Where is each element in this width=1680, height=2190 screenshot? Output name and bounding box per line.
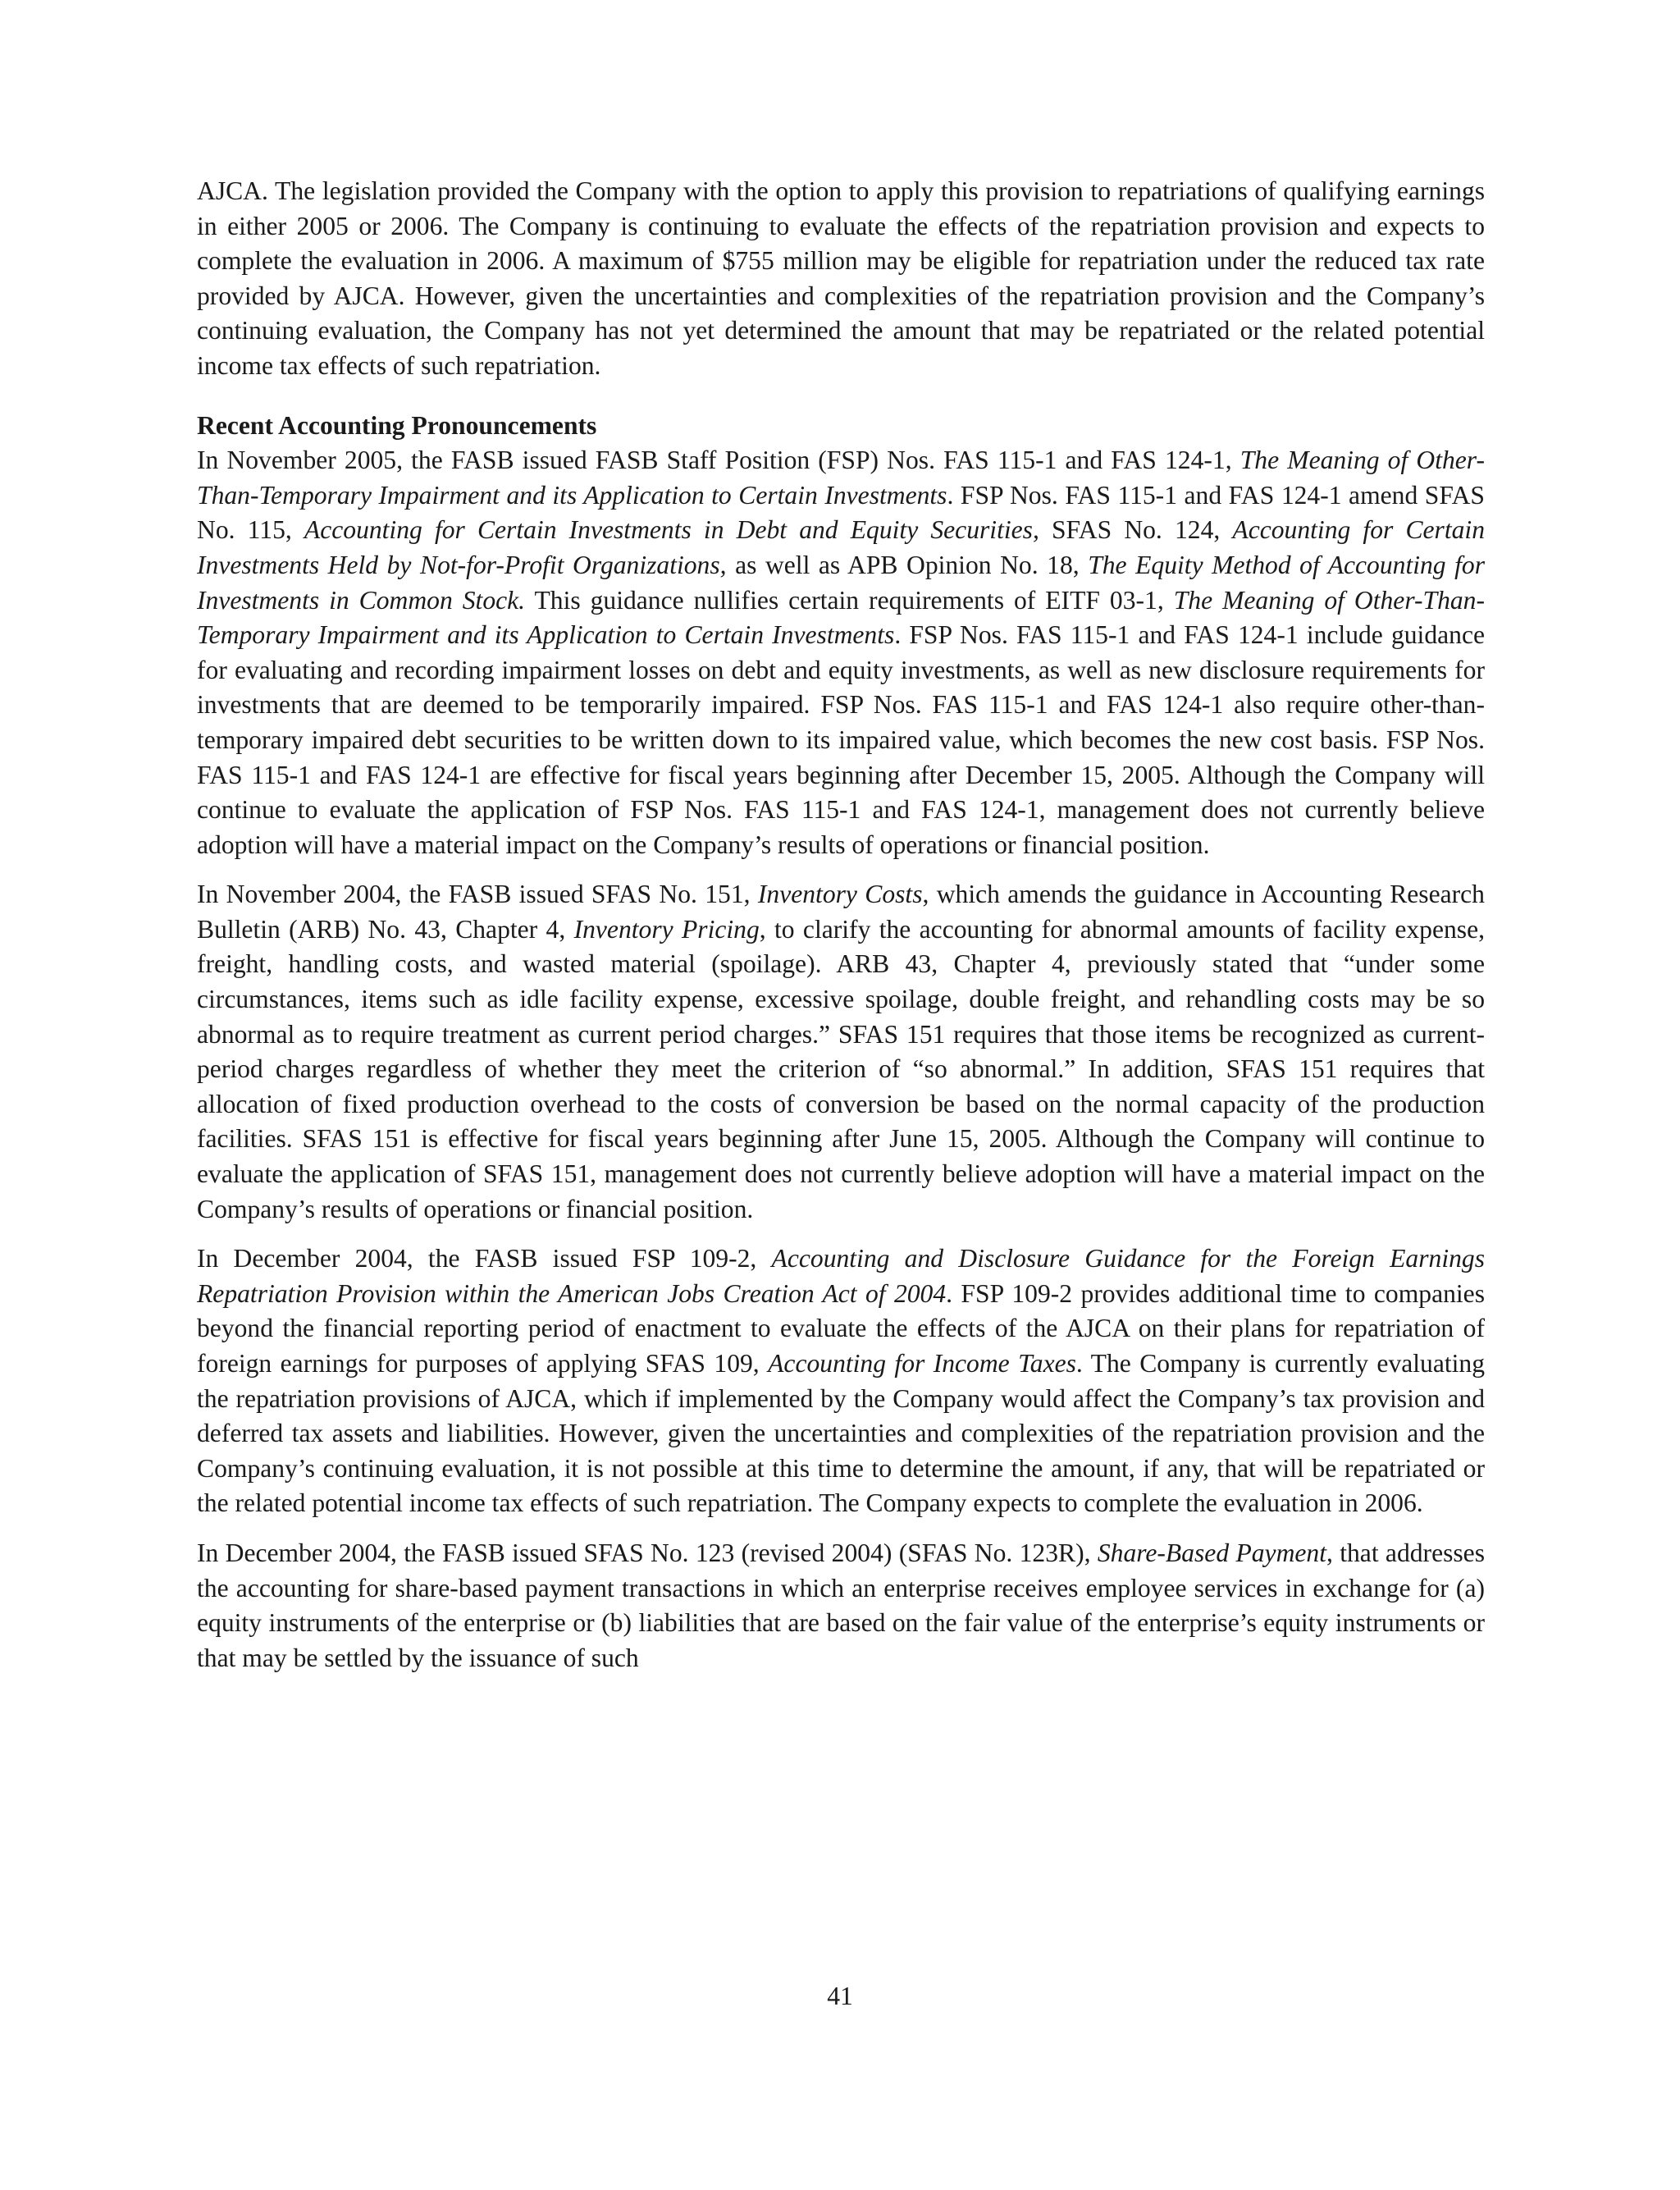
page-number: 41: [827, 1982, 853, 2010]
italic-title-text: The Meaning of Other-Than-Temporary Impairment and its Application to Certain Investments: [197, 446, 1485, 510]
italic-title-text: The Equity Method of Accounting for Investments in Common Stock.: [197, 550, 1486, 615]
document-page: [197, 174, 1485, 1676]
italic-title-text: Inventory Pricing: [573, 914, 760, 944]
paragraph-text: In November 2004, the FASB issued SFAS No. 151,: [197, 880, 758, 909]
paragraph-text: . FSP Nos. FAS 115-1 and FAS 124-1 include guidance for evaluating and recording impairment losses on debt and equity investments, as well as new disclosure requirements for investments that are deemed to be temporarily impaired. FSP Nos. FAS 115-1 and FAS 124-1 also require other-than-temporary impaired debt securities to be written down to its impaired value, which becomes the new cost basis. FSP Nos. FAS 115-1 and FAS 124-1 are effective for fiscal years beginning after December 15, 2005. Although the Company will continue to evaluate the application of FSP Nos. FAS 115-1 and FAS 124-1, management does not currently believe adoption will have a material impact on the Company’s results of operations or financial position.: [197, 620, 1485, 859]
sfas-123r-paragraph: [197, 1536, 1485, 1676]
paragraph-text: , that addresses the accounting for share-based payment transactions in which an enterprise receives employee services in exchange for (a) equity instruments of the enterprise or (b) liabilities that are based on the fair value of the enterprise’s equity instruments or that may be settled by the issuance of such: [197, 1538, 1486, 1672]
paragraph-text: This guidance nullifies certain requirements of EITF 03-1,: [525, 585, 1174, 615]
paragraph-text: . The Company is currently evaluating the repatriation provisions of AJCA, which if implemented by the Company would affect the Company’s tax provision and deferred tax assets and liabilities. However, given the uncertainties and complexities of the repatriation provision and the Company’s continuing evaluation, it is not possible at this time to determine the amount, if any, that will be repatriated or the related potential income tax effects of such repatriation. The Company expects to complete the evaluation in 2006.: [197, 1349, 1486, 1518]
italic-title-text: Accounting for Income Taxes: [768, 1349, 1076, 1378]
paragraph-text: , to clarify the accounting for abnormal amounts of facility expense, freight, handling costs, and wasted material (spoilage). ARB 43, Chapter 4, previously stated that “under some circumstances, items such as idle facility expense, excessive spoilage, double freight, and rehandling costs may be so abnormal as to require treatment as current period charges.” SFAS 151 requires that those items be recognized as current-period charges regardless of whether they meet the criterion of “so abnormal.” In addition, SFAS 151 requires that allocation of fixed production overhead to the costs of conversion be based on the normal capacity of the production facilities. SFAS 151 is effective for fiscal years beginning after June 15, 2005. Although the Company will continue to evaluate the application of SFAS 151, management does not currently believe adoption will have a material impact on the Company’s results of operations or financial position.: [197, 914, 1485, 1223]
italic-title-text: Inventory Costs: [757, 880, 923, 909]
fsp-fas-115-paragraph: [197, 443, 1485, 862]
paragraph-text: In November 2005, the FASB issued FASB Staff Position (FSP) Nos. FAS 115-1 and FAS 124-1,: [197, 446, 1240, 475]
fsp-109-2-paragraph: [197, 1241, 1485, 1521]
italic-title-text: The Meaning of Other-Than-Temporary Impairment and its Application to Certain Investments: [197, 585, 1485, 650]
paragraph-text: , which amends the guidance in Accounting Research Bulletin (ARB) No. 43, Chapter 4,: [197, 880, 1485, 944]
sfas-151-paragraph: [197, 877, 1485, 1227]
section-heading: Recent Accounting Pronouncements: [197, 410, 597, 440]
italic-title-text: Accounting for Certain Investments in Debt and Equity Securities,: [304, 515, 1039, 545]
italic-title-text: Share-Based Payment: [1097, 1538, 1326, 1567]
paragraph-text: In December 2004, the FASB issued FSP 109-2,: [197, 1244, 772, 1273]
italic-title-text: Accounting for Certain Investments Held by Not-for-Profit Organizations,: [197, 515, 1485, 579]
italic-title-text: Accounting and Disclosure Guidance for the Foreign Earnings Repatriation Provision within the American Jobs Creation Act of 2004: [197, 1244, 1485, 1308]
paragraph-text: In December 2004, the FASB issued SFAS No. 123 (revised 2004) (SFAS No. 123R),: [197, 1538, 1098, 1567]
paragraph-text: as well as APB Opinion No. 18,: [726, 550, 1089, 579]
paragraph-text: . FSP Nos. FAS 115-1 and FAS 124-1 amend SFAS No. 115,: [197, 480, 1485, 545]
paragraph-text: AJCA. The legislation provided the Company with the option to apply this provision to repatriations of qualifying earnings in either 2005 or 2006. The Company is continuing to evaluate the effects of the repatriation provision and expects to complete the evaluation in 2006. A maximum of $755 million may be eligible for repatriation under the reduced tax rate provided by AJCA. However, given the uncertainties and complexities of the repatriation provision and the Company’s continuing evaluation, the Company has not yet determined the amount that may be repatriated or the related potential income tax effects of such repatriation.: [197, 176, 1485, 380]
paragraph-text: SFAS No. 124,: [1039, 515, 1233, 545]
paragraph-text: . FSP 109-2 provides additional time to companies beyond the financial reporting period of enactment to evaluate the effects of the AJCA on their plans for repatriation of foreign earnings for purposes of applying SFAS 109,: [197, 1278, 1486, 1378]
intro-paragraph: [197, 174, 1485, 384]
